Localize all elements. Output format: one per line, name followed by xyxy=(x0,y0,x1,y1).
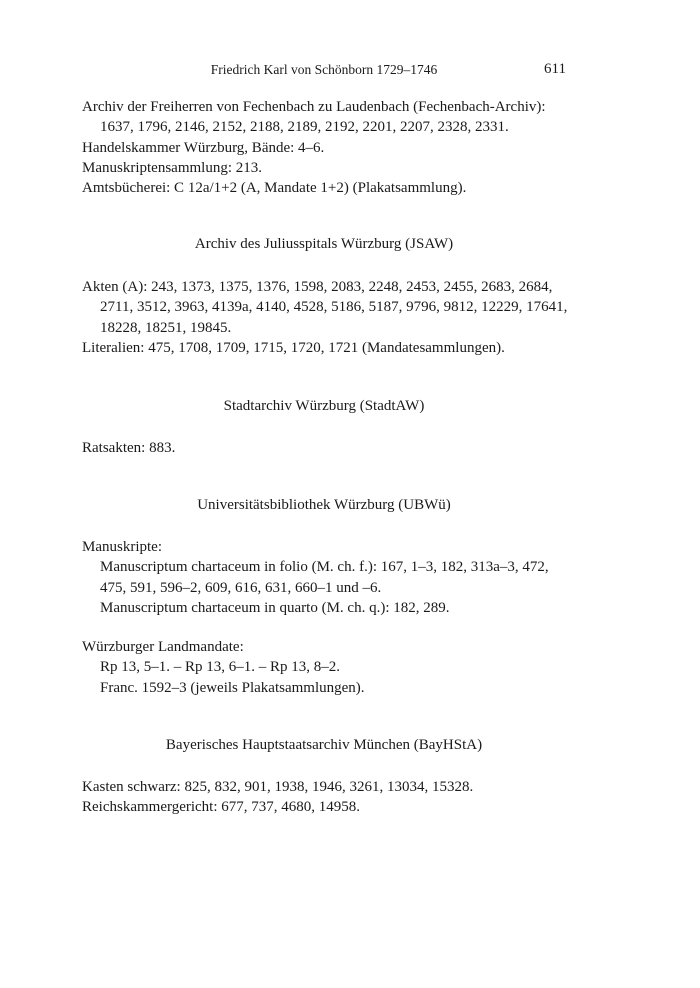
running-head xyxy=(82,61,566,81)
entry-line: Akten (A): 243, 1373, 1375, 1376, 1598, 2083, 2248, 2453, 2455, 2683, 2684, xyxy=(82,279,553,295)
section-heading-stadtaw: Stadtarchiv Würzburg (StadtAW) xyxy=(223,398,425,414)
section-stadtaw xyxy=(82,438,572,458)
entry-line: Manuskripte: xyxy=(82,539,162,555)
entry-line: Literalien: 475, 1708, 1709, 1715, 1720, 1721 (Mandatesammlungen). xyxy=(82,339,505,356)
entry-line: Manuscriptum chartaceum in folio (M. ch. f.): 167, 1–3, 182, 313a–3, 472, xyxy=(100,559,549,576)
running-title: Friedrich Karl von Schönborn 1729–1746 xyxy=(210,62,438,77)
page-number: 611 xyxy=(544,61,566,77)
section-ubwue-landmandate xyxy=(82,637,572,698)
entry-line: Rp 13, 5–1. – Rp 13, 6–1. – Rp 13, 8–2. xyxy=(100,659,341,676)
section-ubwue-manuskripte xyxy=(82,537,572,618)
entry-line: Archiv der Freiherren von Fechenbach zu Laudenbach (Fechenbach-Archiv): xyxy=(82,99,546,115)
entry-line: Reichskammergericht: 677, 737, 4680, 14958. xyxy=(82,799,361,816)
section-jsaw xyxy=(82,277,572,358)
section-fechenbach xyxy=(82,97,572,198)
entry-line: Ratsakten: 883. xyxy=(82,440,176,456)
entry-line: Manuscriptum chartaceum in quarto (M. ch. q.): 182, 289. xyxy=(100,599,450,616)
entry-line: 1637, 1796, 2146, 2152, 2188, 2189, 2192, 2201, 2207, 2328, 2331. xyxy=(100,119,509,136)
entry-line: 2711, 3512, 3963, 4139a, 4140, 4528, 5186, 5187, 9796, 9812, 12229, 17641, xyxy=(100,299,568,316)
entry-line: 18228, 18251, 19845. xyxy=(100,319,232,336)
entry-line: Amtsbücherei: C 12a/1+2 (A, Mandate 1+2) (Plakatsammlung). xyxy=(82,180,467,197)
entry-line: Franc. 1592–3 (jeweils Plakatsammlungen). xyxy=(100,679,365,696)
entry-line: Kasten schwarz: 825, 832, 901, 1938, 1946, 3261, 13034, 15328. xyxy=(82,779,474,795)
entry-line: Handelskammer Würzburg, Bände: 4–6. xyxy=(82,139,325,156)
section-heading-bayhsta: Bayerisches Hauptstaatsarchiv München (BayHStA) xyxy=(165,737,483,753)
entry-line: Würzburger Landmandate: xyxy=(82,639,244,655)
section-heading-ubwue: Universitätsbibliothek Würzburg (UBWü) xyxy=(197,497,451,513)
section-heading-jsaw: Archiv des Juliusspitals Würzburg (JSAW) xyxy=(194,236,454,252)
section-bayhsta xyxy=(82,777,572,818)
entry-line: 475, 591, 596–2, 609, 616, 631, 660–1 und –6. xyxy=(100,579,382,596)
entry-line: Manuskriptensammlung: 213. xyxy=(82,159,262,176)
